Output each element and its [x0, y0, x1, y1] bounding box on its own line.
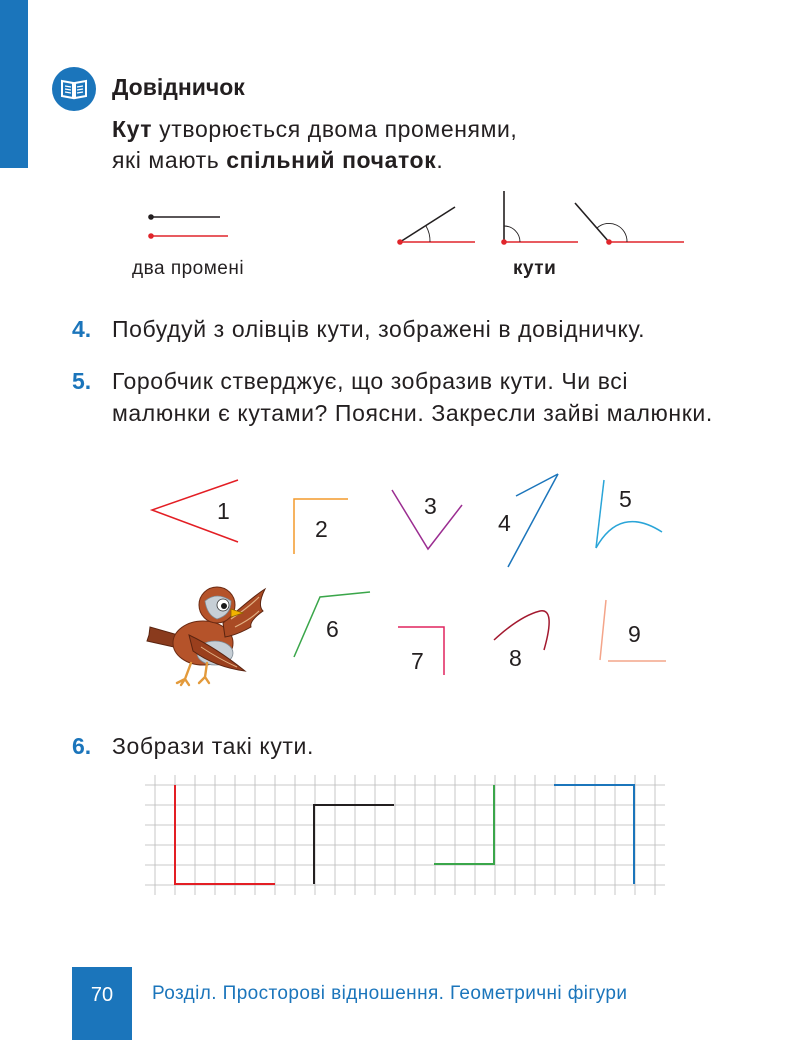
- figure-number: 5: [619, 486, 632, 512]
- figure-number: 8: [509, 645, 522, 671]
- grid-lines: [145, 775, 665, 895]
- task-text: Зобрази такі кути.: [112, 733, 314, 759]
- grid-angle-blue: [554, 785, 634, 884]
- figure-number: 3: [424, 493, 437, 519]
- figure-number: 6: [326, 616, 339, 642]
- reference-definition-line-1: Кут утворюється двома променями,: [112, 116, 518, 142]
- figure-number: 4: [498, 510, 511, 536]
- figure-number: 2: [315, 516, 328, 542]
- figure-number: 9: [628, 621, 641, 647]
- footer-section-title: Розділ. Просторові відношення. Геометричні фігури: [152, 983, 628, 1004]
- figure-number: 1: [217, 498, 230, 524]
- grid-angle-red: [175, 785, 275, 884]
- task-number: 4.: [72, 316, 92, 342]
- task-text: Побудуй з олівців кути, зображені в довідничку.: [112, 316, 646, 342]
- reference-title: Довідничок: [112, 74, 245, 100]
- task-number: 5.: [72, 368, 92, 394]
- drawing-grid[interactable]: [145, 775, 665, 895]
- page-number: 70: [90, 984, 114, 1006]
- reference-definition-line-2: які мають спільний початок.: [112, 147, 444, 173]
- grid-angle-black: [314, 805, 394, 884]
- rays-caption: два промені: [132, 258, 245, 279]
- task-text: Горобчик стверджує, що зобразив кути. Чи всі малюнки є кутами? Поясни. Закресли зайві малюнки.: [112, 368, 713, 426]
- angles-caption: кути: [513, 258, 557, 279]
- sparrow-illustration: [145, 575, 270, 690]
- task-number: 6.: [72, 733, 92, 759]
- figure-number: 7: [411, 648, 424, 674]
- grid-angle-green: [434, 785, 494, 864]
